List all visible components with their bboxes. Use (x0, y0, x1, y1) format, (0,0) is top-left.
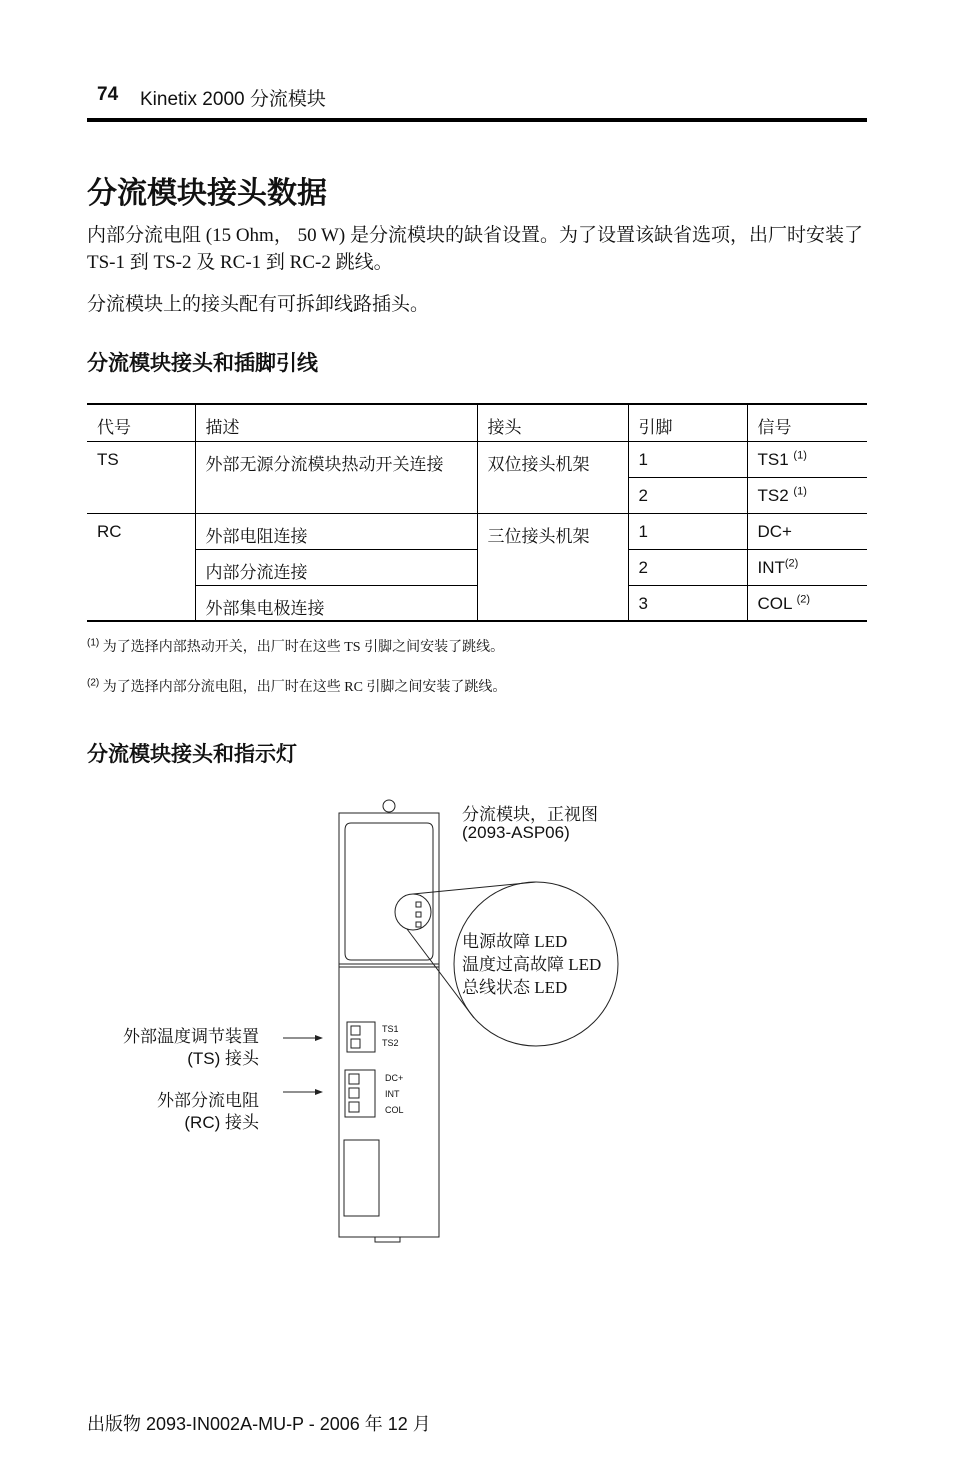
cell-pin: 3 (628, 585, 747, 621)
cell-signal: TS1 $^{(1)}$ (747, 441, 867, 477)
col-header-signal: 信号 (747, 404, 867, 441)
model-label: (2093-ASP06) (462, 823, 570, 842)
front-view-label: 分流模块，正视图 (462, 805, 598, 824)
cell-pin: 1 (628, 441, 747, 477)
ts-connector-label-2: (TS) 接头 (187, 1049, 259, 1068)
running-header: Kinetix 2000 分流模块 (140, 89, 326, 110)
cell-desc: 外部电阻连接 (195, 513, 477, 549)
led-power-fault-icon (416, 902, 421, 907)
shunt-module-diagram (0, 790, 954, 1260)
table-header-row (87, 404, 867, 441)
cell-connector-rc: 三位接头机架 (477, 513, 628, 621)
cell-desc: 内部分流连接 (195, 549, 477, 585)
rc-connector-label-2: (RC) 接头 (184, 1113, 259, 1132)
col-header-pin: 引脚 (628, 404, 747, 441)
pinout-table (87, 403, 867, 622)
page-title: 分流模块接头数据 (87, 177, 327, 210)
ts1-pin-label: TS1 (382, 1024, 399, 1034)
cell-signal: DC+ (747, 513, 867, 549)
page-number: 74 (97, 84, 119, 105)
col-pin-label: COL (385, 1105, 404, 1115)
led-label-bus-status: 总线状态 LED (462, 978, 568, 997)
cell-pin: 2 (628, 477, 747, 513)
col-header-connector: 接头 (477, 404, 628, 441)
mounting-hole (383, 800, 395, 812)
table-row (87, 513, 867, 549)
led-magnifier-small (395, 894, 431, 930)
led-bus-status-icon (416, 922, 421, 927)
cell-signal: INT$^{(2)}$ (747, 549, 867, 585)
led-overtemp-fault-icon (416, 912, 421, 917)
table-row (87, 441, 867, 477)
section-heading-pinout: 分流模块接头和插脚引线 (87, 352, 318, 375)
header-rule (87, 118, 867, 122)
cell-signal: COL $^{(2)}$ (747, 585, 867, 621)
cell-desc-ts: 外部无源分流模块热动开关连接 (195, 441, 477, 513)
rc-arrow-head (315, 1089, 323, 1095)
publication-footer: 出版物 2093-IN002A-MU-P - 2006 年 12 月 (87, 1414, 431, 1434)
cell-pin: 2 (628, 549, 747, 585)
footnote-1: $^{(1)}$ 为了选择内部热动开关，出厂时在这些 TS 引脚之间安装了跳线。 (87, 637, 505, 655)
led-label-power-fault: 电源故障 LED (462, 932, 568, 951)
ts-arrow-head (315, 1035, 323, 1041)
paragraph-plugs: 分流模块上的接头配有可拆卸线路插头。 (87, 294, 430, 315)
ts2-pin-label: TS2 (382, 1038, 399, 1048)
cell-signal: TS2 $^{(1)}$ (747, 477, 867, 513)
cell-code-rc: RC (87, 513, 195, 621)
label-plate (344, 1140, 379, 1216)
section-heading-indicators: 分流模块接头和指示灯 (87, 743, 297, 766)
int-pin-label: INT (385, 1089, 400, 1099)
col-header-desc: 描述 (195, 404, 477, 441)
led-label-overtemp: 温度过高故障 LED (462, 955, 602, 974)
ts-connector-label-1: 外部温度调节装置 (123, 1027, 259, 1046)
paragraph-default-setting: 内部分流电阻 (15 Ohm， 50 W) 是分流模块的缺省设置。为了设置该缺省选项，出厂时安装了 TS-1 到 TS-2 及 RC-1 到 RC-2 跳线。 (87, 225, 863, 273)
dc-pin-label: DC+ (385, 1073, 404, 1083)
col-header-code: 代号 (87, 404, 195, 441)
footnote-2: $^{(2)}$ 为了选择内部分流电阻，出厂时在这些 RC 引脚之间安装了跳线。 (87, 677, 507, 695)
module-cover (345, 823, 433, 960)
cell-desc: 外部集电极连接 (195, 585, 477, 621)
rc-connector-label-1: 外部分流电阻 (157, 1091, 259, 1110)
cell-connector-ts: 双位接头机架 (477, 441, 628, 513)
module-foot (375, 1237, 400, 1242)
cell-pin: 1 (628, 513, 747, 549)
cell-code-ts: TS (87, 441, 195, 513)
